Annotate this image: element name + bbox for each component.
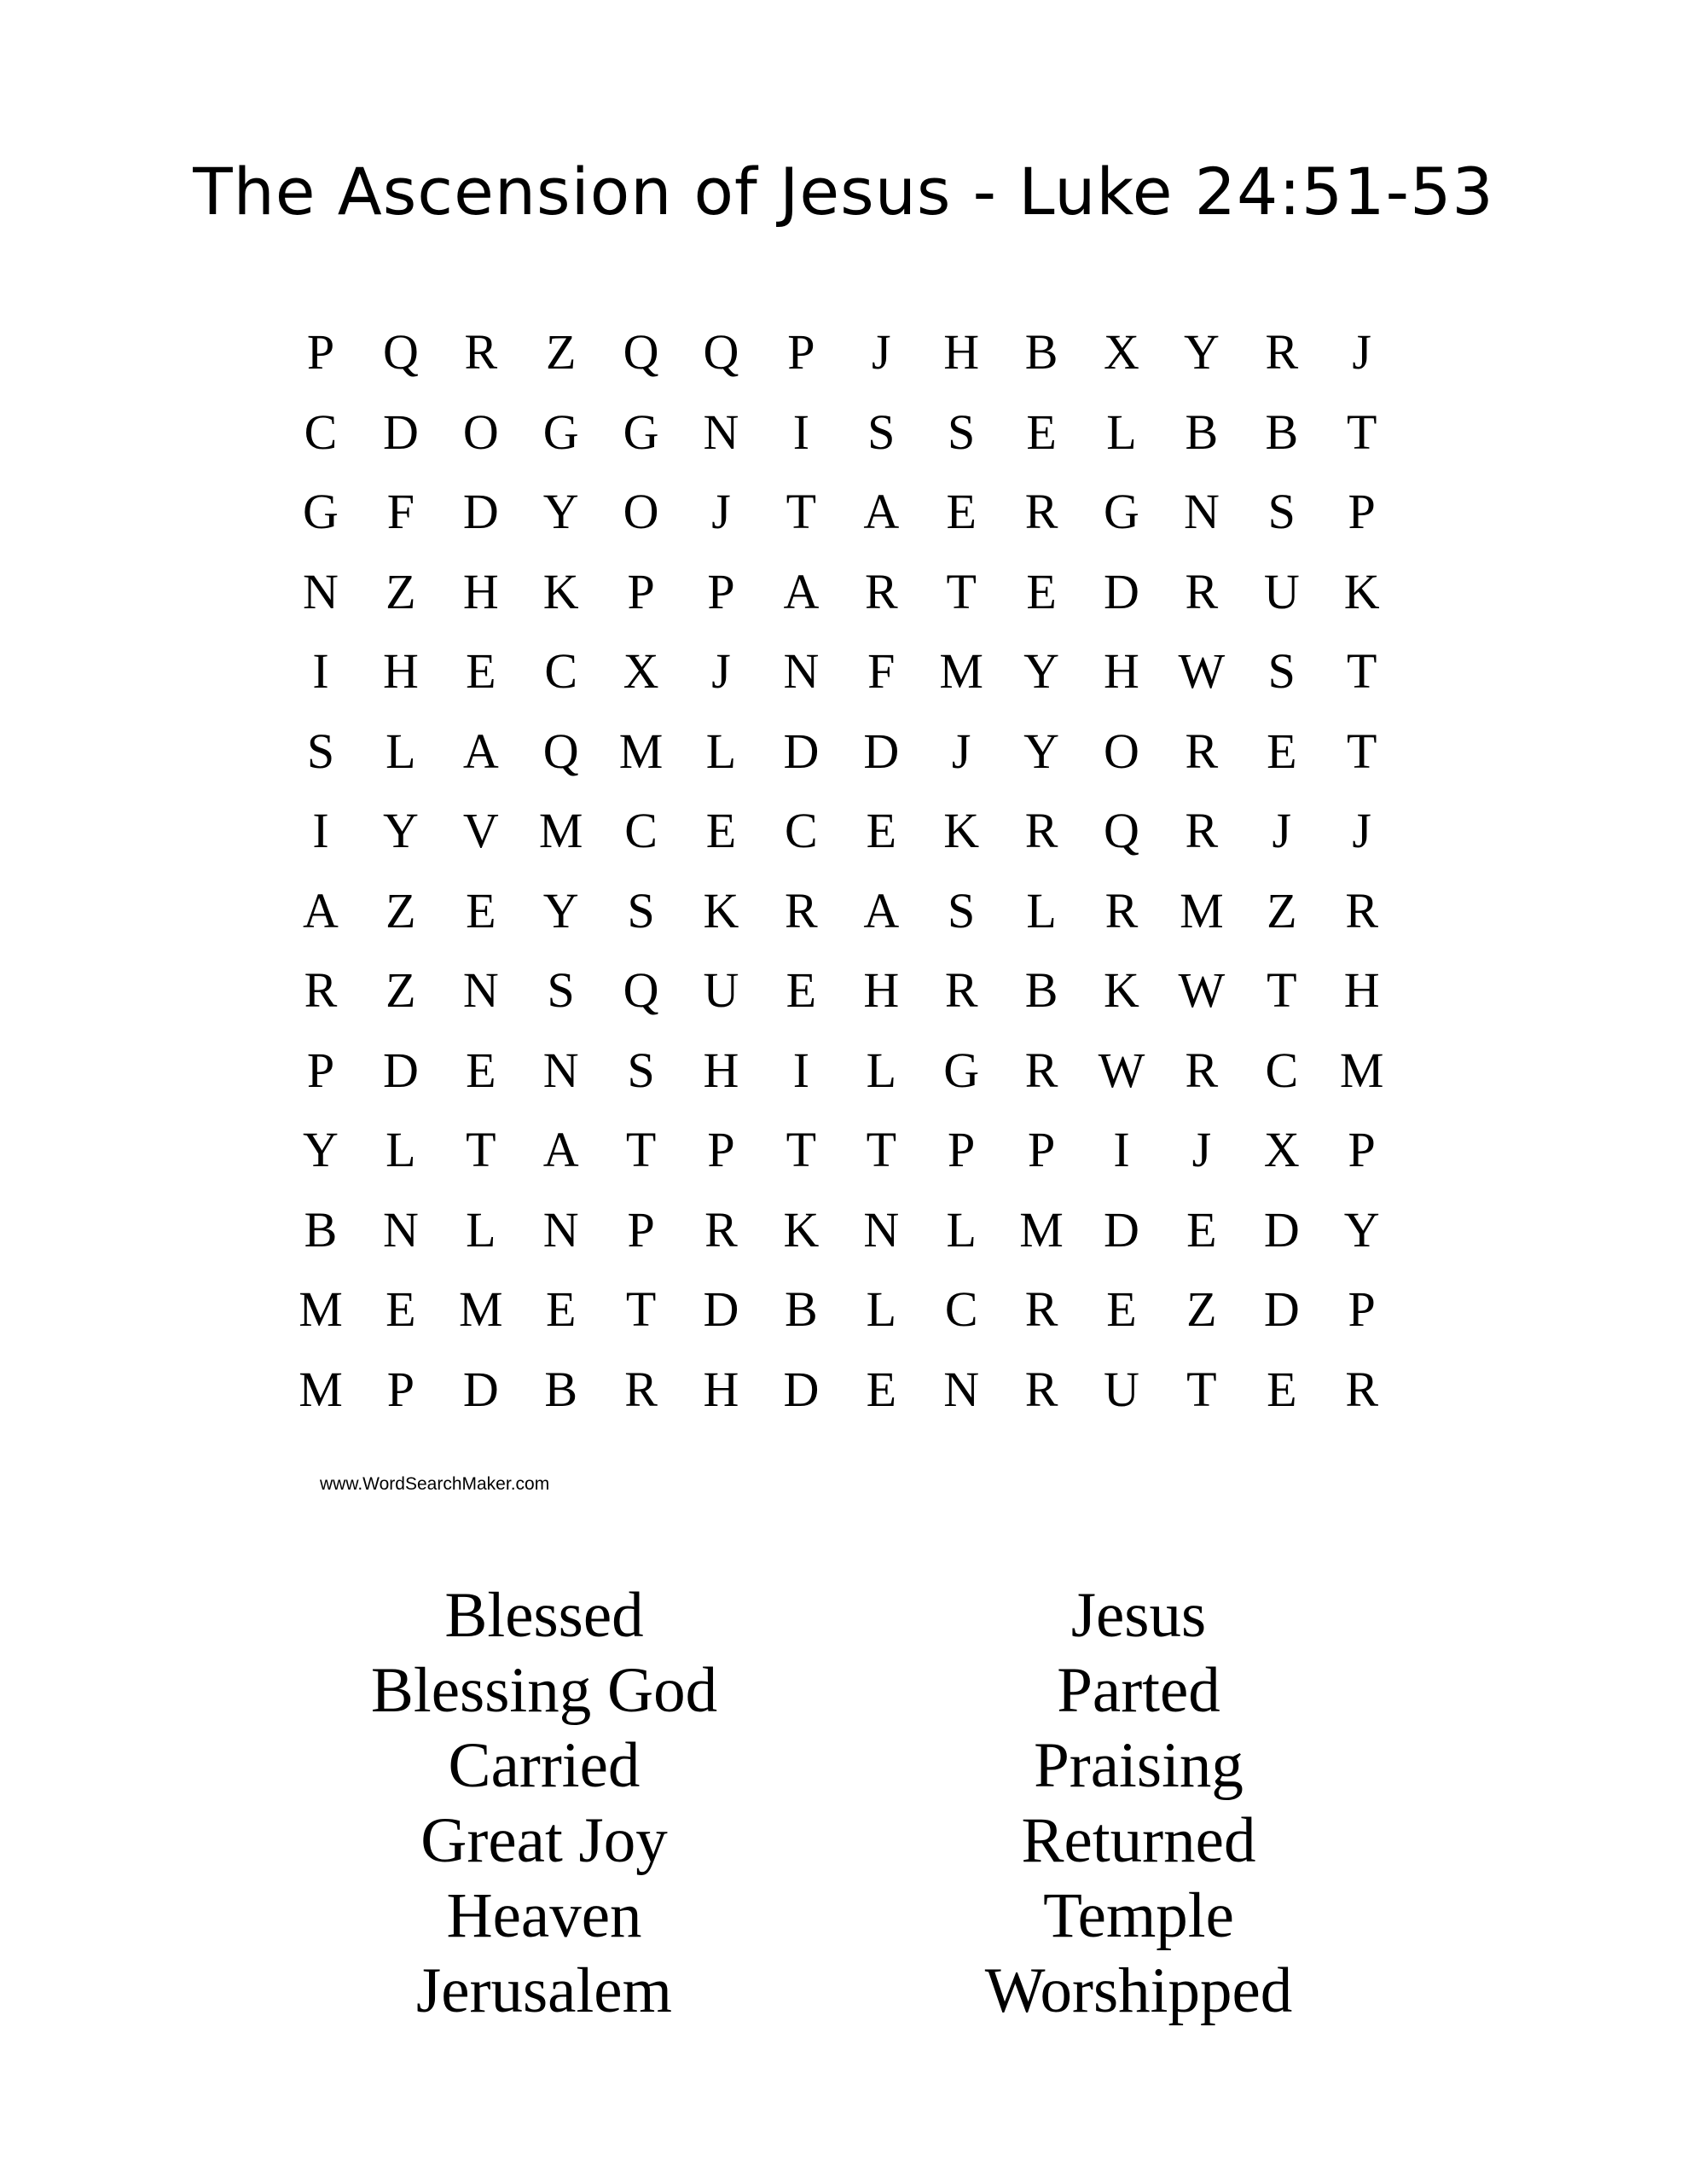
grid-letter: G	[303, 484, 339, 539]
grid-letter: K	[1343, 563, 1380, 619]
grid-letter: E	[705, 803, 737, 858]
grid-letter: A	[783, 563, 820, 619]
grid-letter: P	[1348, 1122, 1376, 1177]
grid-letter: M	[1019, 1201, 1064, 1258]
grid-letter: R	[1104, 882, 1139, 938]
grid-letter: N	[382, 1201, 419, 1258]
grid-letter: R	[1024, 1281, 1058, 1337]
grid-letter: G	[943, 1042, 980, 1098]
word-list-item: Jerusalem	[416, 1955, 672, 2026]
grid-letter: N	[542, 1201, 579, 1258]
grid-letter: I	[312, 643, 329, 699]
grid-letter: M	[1339, 1042, 1384, 1098]
grid-letter: T	[625, 1122, 657, 1177]
word-list-item: Temple	[1043, 1880, 1234, 1951]
grid-letter: H	[1104, 643, 1139, 699]
grid-letter: H	[863, 962, 900, 1018]
grid-letter: H	[703, 1042, 739, 1098]
grid-letter: L	[386, 1122, 416, 1177]
grid-letter: M	[538, 803, 583, 858]
grid-letter: K	[703, 882, 739, 938]
grid-letter: K	[943, 803, 980, 858]
grid-letter: K	[783, 1201, 820, 1258]
grid-letter: T	[786, 484, 817, 539]
grid-letter: P	[707, 1122, 735, 1177]
grid-letter: Z	[386, 563, 416, 619]
word-list-item: Blessing God	[370, 1655, 718, 1726]
grid-letter: P	[306, 1042, 335, 1098]
grid-letter: S	[1267, 643, 1296, 699]
grid-letter: C	[1265, 1042, 1299, 1098]
grid-letter: J	[1352, 803, 1371, 858]
grid-letter: O	[462, 404, 499, 460]
grid-letter: N	[462, 962, 499, 1018]
grid-letter: E	[466, 882, 496, 938]
grid-letter: J	[872, 324, 891, 380]
grid-letter: L	[1026, 882, 1057, 938]
grid-letter: I	[312, 803, 329, 858]
grid-letter: B	[304, 1201, 338, 1258]
grid-letter: M	[299, 1361, 343, 1417]
grid-letter: T	[625, 1281, 657, 1337]
grid-letter: M	[618, 723, 664, 779]
grid-letter: K	[542, 563, 579, 619]
grid-letter: U	[1263, 563, 1300, 619]
grid-letter: J	[711, 643, 731, 699]
grid-letter: Q	[382, 324, 419, 380]
grid-letter: L	[866, 1042, 897, 1098]
word-list-item: Blessed	[444, 1580, 644, 1651]
grid-letter: Y	[382, 803, 419, 858]
grid-letter: G	[623, 404, 659, 460]
grid-letter: E	[946, 484, 977, 539]
grid-letter: M	[939, 643, 983, 699]
grid-letter: Q	[623, 962, 659, 1018]
grid-letter: T	[1346, 643, 1377, 699]
grid-letter: B	[1265, 404, 1299, 460]
grid-letter: S	[627, 882, 655, 938]
grid-letter: D	[1104, 563, 1139, 619]
grid-letter: B	[1024, 962, 1058, 1018]
grid-letter: S	[547, 962, 575, 1018]
grid-letter: Q	[703, 324, 739, 380]
grid-letter: T	[1186, 1361, 1217, 1417]
grid-letter: T	[786, 1122, 817, 1177]
grid-letter: Y	[542, 484, 579, 539]
grid-letter: Z	[1186, 1281, 1217, 1337]
grid-letter: D	[1263, 1281, 1300, 1337]
grid-letter: V	[462, 803, 499, 858]
grid-letter: L	[466, 1201, 496, 1258]
grid-letter: P	[787, 324, 815, 380]
grid-letter: Z	[386, 962, 416, 1018]
grid-letter: T	[1346, 723, 1377, 779]
grid-letter: L	[705, 723, 737, 779]
grid-letter: E	[866, 1361, 897, 1417]
word-list-item: Parted	[1057, 1655, 1220, 1726]
grid-letter: D	[783, 723, 820, 779]
grid-letter: I	[792, 1042, 810, 1098]
grid-letter: E	[786, 962, 817, 1018]
word-list-item: Jesus	[1070, 1580, 1207, 1651]
grid-letter: B	[1185, 404, 1219, 460]
grid-letter: A	[542, 1122, 579, 1177]
grid-letter: J	[1352, 324, 1371, 380]
grid-letter: L	[1106, 404, 1137, 460]
grid-letter: J	[711, 484, 731, 539]
grid-letter: N	[783, 643, 820, 699]
grid-letter: R	[785, 882, 818, 938]
grid-letter: N	[1183, 484, 1220, 539]
grid-letter: U	[1104, 1361, 1139, 1417]
grid-letter: P	[386, 1361, 415, 1417]
grid-letter: B	[1024, 324, 1058, 380]
grid-letter: E	[1186, 1201, 1217, 1258]
grid-letter: X	[1104, 324, 1139, 380]
word-list-item: Worshipped	[984, 1955, 1293, 2026]
grid-letter: E	[1267, 1361, 1297, 1417]
grid-letter: D	[382, 1042, 419, 1098]
grid-letter: L	[386, 723, 416, 779]
grid-letter: L	[946, 1201, 977, 1258]
grid-letter: L	[866, 1281, 897, 1337]
grid-letter: W	[1098, 1042, 1145, 1098]
grid-letter: O	[623, 484, 659, 539]
grid-letter: R	[1345, 882, 1379, 938]
grid-letter: R	[1185, 723, 1219, 779]
grid-letter: P	[707, 563, 735, 619]
grid-letter: B	[544, 1361, 578, 1417]
grid-letter: O	[1104, 723, 1139, 779]
grid-letter: N	[863, 1201, 900, 1258]
grid-letter: P	[1027, 1122, 1056, 1177]
grid-letter: K	[1104, 962, 1139, 1018]
grid-letter: P	[948, 1122, 976, 1177]
grid-letter: Z	[545, 324, 577, 380]
grid-letter: P	[627, 1201, 655, 1258]
grid-letter: N	[943, 1361, 980, 1417]
grid-letter: H	[703, 1361, 739, 1417]
grid-letter: R	[1024, 1042, 1058, 1098]
grid-letter: P	[627, 563, 655, 619]
grid-letter: A	[462, 723, 499, 779]
grid-letter: S	[948, 404, 976, 460]
grid-letter: D	[382, 404, 419, 460]
grid-letter: A	[303, 882, 339, 938]
grid-letter: S	[1267, 484, 1296, 539]
grid-letter: Y	[542, 882, 579, 938]
grid-letter: C	[304, 404, 338, 460]
grid-letter: E	[386, 1281, 416, 1337]
grid-letter: Z	[1267, 882, 1297, 938]
grid-letter: R	[464, 324, 498, 380]
grid-letter: R	[1185, 803, 1219, 858]
grid-letter: R	[704, 1201, 738, 1258]
grid-letter: R	[624, 1361, 658, 1417]
grid-letter: C	[624, 803, 658, 858]
grid-letter: C	[785, 803, 818, 858]
grid-letter: D	[462, 1361, 499, 1417]
grid-letter: S	[627, 1042, 655, 1098]
grid-letter: D	[703, 1281, 739, 1337]
grid-letter: E	[466, 643, 496, 699]
grid-letter: Q	[623, 324, 659, 380]
grid-letter: E	[1267, 723, 1297, 779]
grid-letter: H	[1343, 962, 1380, 1018]
grid-letter: C	[944, 1281, 978, 1337]
grid-letter: W	[1178, 643, 1226, 699]
grid-letter: P	[1348, 484, 1376, 539]
grid-letter: N	[542, 1042, 579, 1098]
word-list-item: Carried	[448, 1730, 641, 1801]
grid-letter: H	[462, 563, 499, 619]
grid-letter: M	[1180, 882, 1224, 938]
grid-letter: P	[306, 324, 335, 380]
grid-letter: T	[946, 563, 977, 619]
grid-letter: R	[1185, 1042, 1219, 1098]
grid-letter: F	[867, 643, 896, 699]
word-list-item: Praising	[1034, 1730, 1244, 1801]
grid-letter: I	[1113, 1122, 1130, 1177]
grid-letter: R	[304, 962, 338, 1018]
grid-letter: H	[943, 324, 980, 380]
grid-letter: Q	[542, 723, 579, 779]
grid-letter: D	[1263, 1201, 1300, 1258]
word-list-item: Great Joy	[420, 1805, 668, 1876]
grid-letter: H	[382, 643, 419, 699]
grid-letter: Q	[1104, 803, 1139, 858]
word-list-item: Returned	[1021, 1805, 1256, 1876]
grid-letter: S	[306, 723, 335, 779]
grid-letter: C	[544, 643, 578, 699]
grid-letter: G	[542, 404, 579, 460]
grid-letter: R	[1345, 1361, 1379, 1417]
page-title: The Ascension of Jesus - Luke 24:51-53	[193, 154, 1494, 229]
grid-letter: G	[1104, 484, 1139, 539]
grid-letter: A	[863, 484, 900, 539]
grid-letter: E	[466, 1042, 496, 1098]
grid-letter: I	[792, 404, 810, 460]
grid-letter: T	[1267, 962, 1297, 1018]
word-list-right-column	[840, 1578, 1437, 2029]
grid-letter: D	[462, 484, 499, 539]
grid-letter: T	[1346, 404, 1377, 460]
grid-letter: R	[864, 563, 898, 619]
grid-letter: E	[1026, 404, 1057, 460]
grid-letter: S	[948, 882, 976, 938]
word-list-left-column	[246, 1578, 843, 2029]
grid-letter: Y	[1343, 1201, 1380, 1258]
grid-letter: J	[1272, 803, 1292, 858]
grid-letter: Y	[1183, 324, 1220, 380]
grid-letter: B	[785, 1281, 818, 1337]
grid-letter: Y	[1023, 643, 1060, 699]
grid-letter: E	[866, 803, 897, 858]
grid-letter: T	[466, 1122, 496, 1177]
grid-letter: X	[623, 643, 659, 699]
grid-letter: X	[1263, 1122, 1300, 1177]
grid-letter: Y	[303, 1122, 339, 1177]
grid-letter: D	[783, 1361, 820, 1417]
grid-letter: M	[459, 1281, 503, 1337]
grid-letter: R	[944, 962, 978, 1018]
grid-letter: N	[303, 563, 339, 619]
grid-letter: A	[863, 882, 900, 938]
grid-letter: R	[1024, 1361, 1058, 1417]
grid-letter: R	[1024, 803, 1058, 858]
grid-letter: R	[1024, 484, 1058, 539]
word-list-item: Heaven	[446, 1880, 642, 1951]
grid-letter: D	[863, 723, 900, 779]
grid-letter: Z	[386, 882, 416, 938]
grid-letter: R	[1185, 563, 1219, 619]
grid-letter: D	[1104, 1201, 1139, 1258]
grid-letter: N	[703, 404, 739, 460]
grid-letter: J	[1191, 1122, 1212, 1177]
website-credit: www.WordSearchMaker.com	[320, 1474, 550, 1494]
grid-letter: R	[1265, 324, 1299, 380]
grid-letter: T	[866, 1122, 897, 1177]
grid-letter: Y	[1023, 723, 1060, 779]
grid-letter: W	[1178, 962, 1226, 1018]
grid-letter: E	[545, 1281, 577, 1337]
grid-letter: E	[1026, 563, 1057, 619]
grid-letter: F	[386, 484, 415, 539]
grid-letter: J	[951, 723, 971, 779]
grid-letter: S	[867, 404, 896, 460]
grid-letter: U	[703, 962, 739, 1018]
grid-letter: P	[1348, 1281, 1376, 1337]
grid-letter: M	[299, 1281, 343, 1337]
grid-letter: E	[1106, 1281, 1137, 1337]
